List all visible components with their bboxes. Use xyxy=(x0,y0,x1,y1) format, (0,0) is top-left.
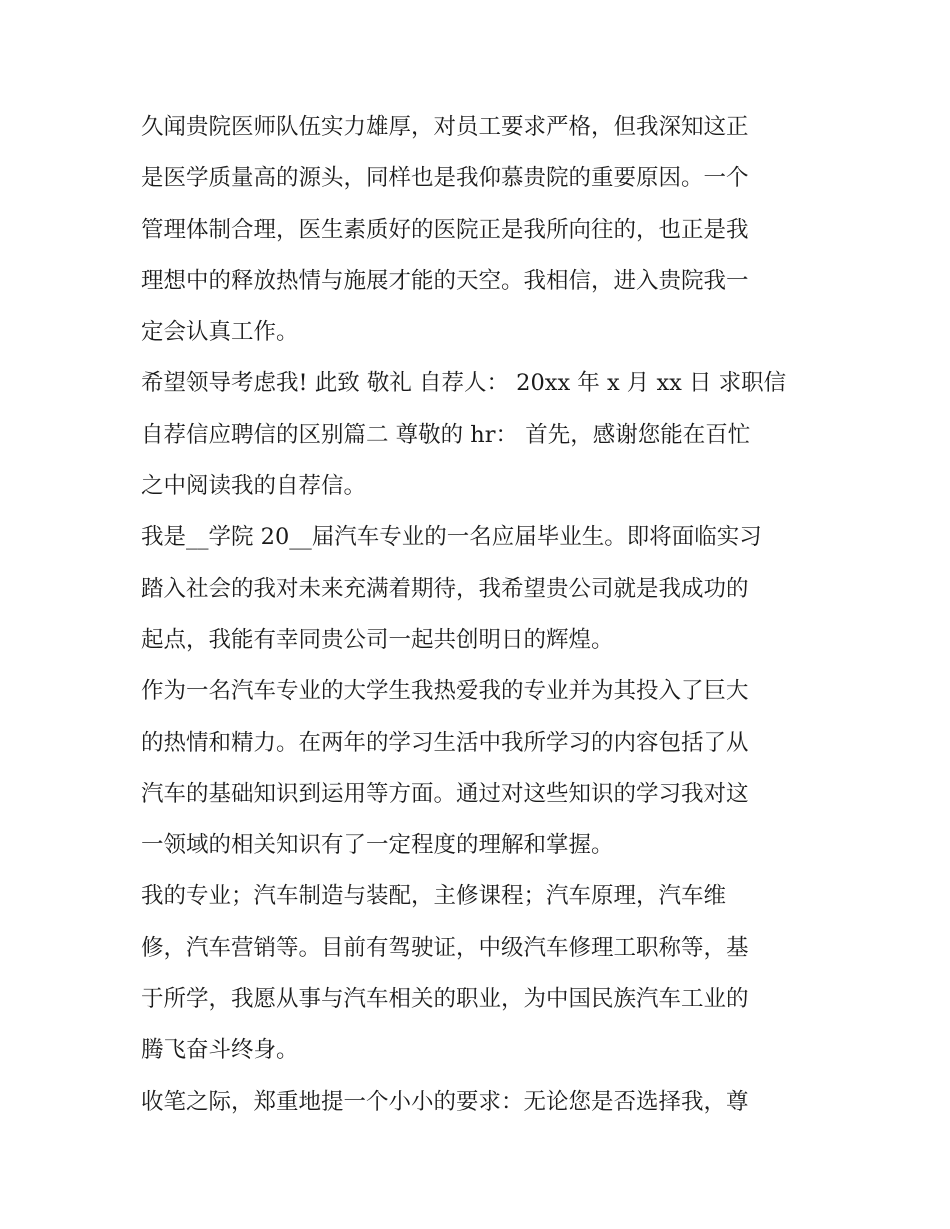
text-line: 于所学，我愿从事与汽车相关的职业，为中国民族汽车工业的 xyxy=(141,986,749,1013)
text-line: 踏入社会的我对未来充满着期待，我希望贵公司就是我成功的 xyxy=(141,575,749,602)
text-line: 理想中的释放热情与施展才能的天空。我相信，进入贵院我一 xyxy=(141,267,749,294)
text-line: 定会认真工作。 xyxy=(141,319,299,346)
text-line: 是医学质量高的源头，同样也是我仰慕贵院的重要原因。一个 xyxy=(141,165,749,192)
text-line: 希望领导考虑我! 此致 敬礼 自荐人： 20xx 年 x 月 xx 日 求职信 xyxy=(141,370,787,397)
text-line: 我是__学院 20__届汽车专业的一名应届毕业生。即将面临实习 xyxy=(141,524,762,551)
text-line: 久闻贵院医师队伍实力雄厚，对员工要求严格，但我深知这正 xyxy=(141,114,749,140)
text-line: 的热情和精力。在两年的学习生活中我所学习的内容包括了从 xyxy=(141,729,749,756)
text-line: 腾飞奋斗终身。 xyxy=(141,1037,299,1064)
text-line: 汽车的基础知识到运用等方面。通过对这些知识的学习我对这 xyxy=(141,780,749,807)
document-body xyxy=(141,102,821,1128)
text-line: 修，汽车营销等。目前有驾驶证，中级汽车修理工职称等，基 xyxy=(141,934,749,961)
text-line: 管理体制合理，医生素质好的医院正是我所向往的，也正是我 xyxy=(141,216,749,243)
text-line: 起点，我能有幸同贵公司一起共创明日的辉煌。 xyxy=(141,626,614,653)
text-line: 收笔之际，郑重地提一个小小的要求：无论您是否选择我，尊 xyxy=(141,1088,749,1115)
text-line: 自荐信应聘信的区别篇二 尊敬的 hr： 首先，感谢您能在百忙 xyxy=(141,421,751,448)
text-line: 一领域的相关知识有了一定程度的理解和掌握。 xyxy=(141,832,614,859)
text-line: 我的专业；汽车制造与装配，主修课程；汽车原理，汽车维 xyxy=(141,883,727,910)
text-line: 作为一名汽车专业的大学生我热爱我的专业并为其投入了巨大 xyxy=(141,678,749,705)
text-line: 之中阅读我的自荐信。 xyxy=(141,473,367,500)
